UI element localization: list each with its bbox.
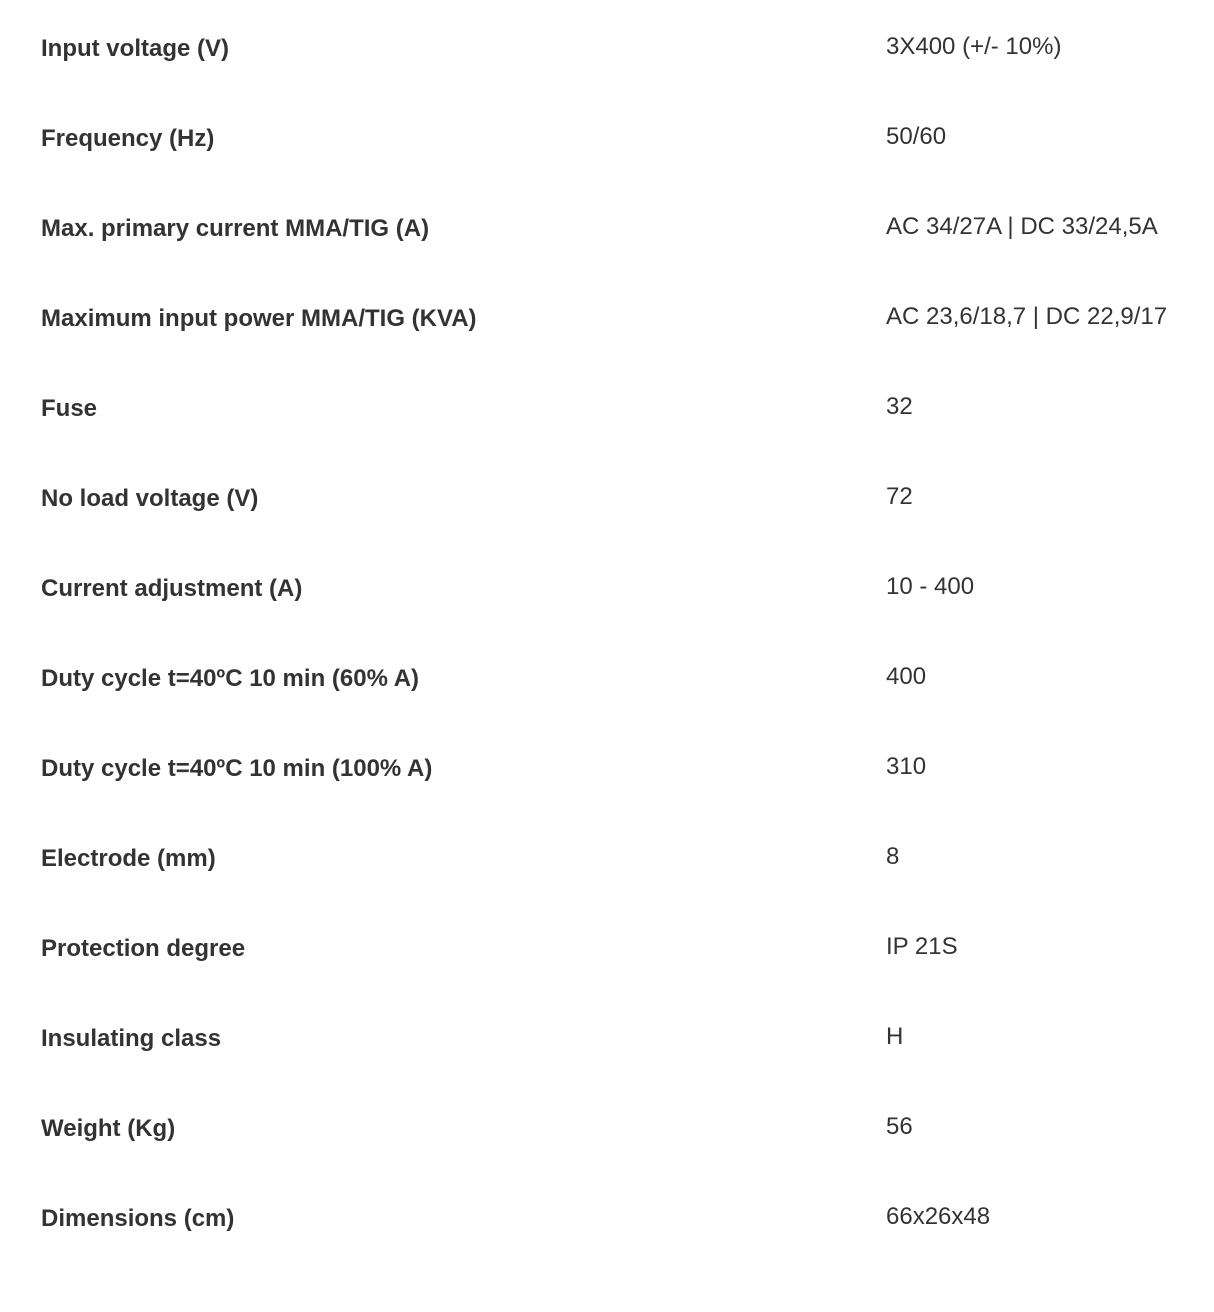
spec-row [0, 270, 1214, 360]
spec-value: IP 21S [886, 933, 958, 960]
spec-label: Input voltage (V) [41, 35, 229, 62]
spec-value: 32 [886, 393, 913, 420]
spec-label: Dimensions (cm) [41, 1205, 235, 1232]
spec-row [0, 360, 1214, 450]
spec-value: 400 [886, 663, 927, 690]
spec-row [0, 1170, 1214, 1260]
spec-row [0, 450, 1214, 540]
spec-row [0, 990, 1214, 1080]
spec-row [0, 720, 1214, 810]
spec-label: Electrode (mm) [41, 845, 216, 872]
spec-value: 10 - 400 [886, 573, 975, 600]
spec-label: Current adjustment (A) [41, 575, 303, 602]
spec-row [0, 900, 1214, 990]
spec-row [0, 540, 1214, 630]
spec-label: Weight (Kg) [41, 1115, 176, 1142]
spec-label: Maximum input power MMA/TIG (KVA) [41, 305, 477, 332]
spec-label: Max. primary current MMA/TIG (A) [41, 215, 430, 242]
spec-row [0, 90, 1214, 180]
spec-label: No load voltage (V) [41, 485, 259, 512]
spec-row [0, 810, 1214, 900]
spec-value: AC 34/27A | DC 33/24,5A [886, 213, 1158, 240]
spec-label: Frequency (Hz) [41, 125, 215, 152]
spec-value: AC 23,6/18,7 | DC 22,9/17 [886, 303, 1168, 330]
spec-label: Fuse [41, 395, 98, 422]
spec-label: Protection degree [41, 935, 246, 962]
spec-label: Duty cycle t=40ºC 10 min (100% A) [41, 755, 433, 782]
spec-label: Insulating class [41, 1025, 222, 1052]
spec-value: 50/60 [886, 123, 947, 150]
spec-row [0, 180, 1214, 270]
spec-label: Duty cycle t=40ºC 10 min (60% A) [41, 665, 420, 692]
spec-value: 8 [886, 843, 900, 870]
spec-value: 310 [886, 753, 927, 780]
spec-value: 72 [886, 483, 913, 510]
spec-value: H [886, 1023, 904, 1050]
spec-row [0, 0, 1214, 90]
spec-row [0, 1080, 1214, 1170]
spec-row [0, 630, 1214, 720]
spec-value: 66x26x48 [886, 1203, 991, 1230]
spec-value: 56 [886, 1113, 913, 1140]
spec-value: 3X400 (+/- 10%) [886, 33, 1062, 60]
